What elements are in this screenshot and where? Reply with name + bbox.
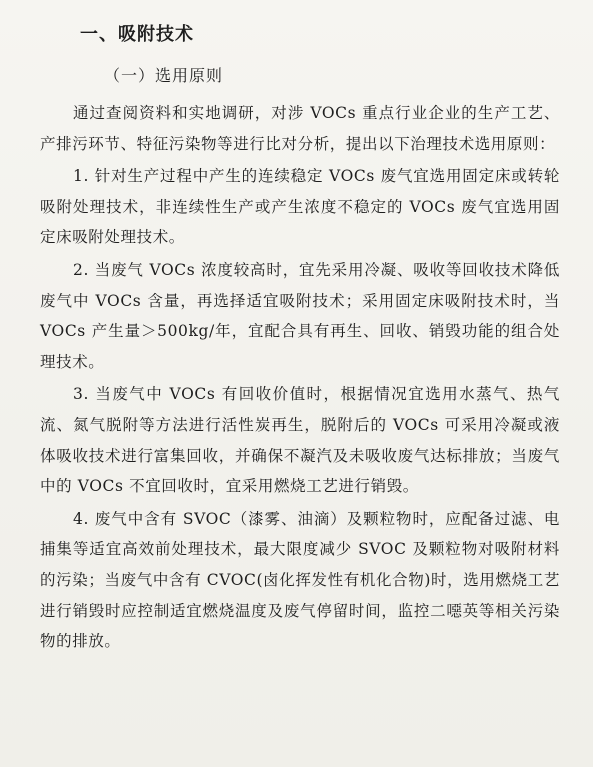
paragraph-item-3: 3. 当废气中 VOCs 有回收价值时，根据情况宜选用水蒸气、热气流、氮气脱附等方法进行活性炭再生，脱附后的 VOCs 可采用冷凝或液体吸收技术进行富集回收，并确保不凝汽及未吸收废气达标排放；当废气中的 VOCs 不宜回收时，宜采用燃烧工艺进行销毁。 <box>40 385 560 496</box>
paragraph-intro: 通过查阅资料和实地调研，对涉 VOCs 重点行业企业的生产工艺、产排污环节、特征污染物等进行比对分析，提出以下治理技术选用原则： <box>40 104 560 153</box>
subsection-title: （一）选用原则 <box>104 66 224 85</box>
paragraph-item-2: 2. 当废气 VOCs 浓度较高时，宜先采用冷凝、吸收等回收技术降低废气中 VOCs 含量，再选择适宜吸附技术；采用固定床吸附技术时，当 VOCs 产生量＞500kg/年，宜配合具有再生、回收、销毁功能的组合处理技术。 <box>40 260 560 371</box>
paragraph-item-1: 1. 针对生产过程中产生的连续稳定 VOCs 废气宜选用固定床或转轮吸附处理技术，非连续性生产或产生浓度不稳定的 VOCs 废气宜选用固定床吸附处理技术。 <box>40 167 560 247</box>
paragraph-item-4: 4. 废气中含有 SVOC（漆雾、油滴）及颗粒物时，应配备过滤、电捕集等适宜高效前处理技术，最大限度减少 SVOC 及颗粒物对吸附材料的污染；当废气中含有 CVOC(卤化挥发性有机化合物)时，选用燃烧工艺进行销毁时应控制适宜燃烧温度及废气停留时间，监控二噁英等相关污染物的排放。 <box>40 509 560 651</box>
section-title: 一、吸附技术 <box>80 24 194 45</box>
document-body <box>40 98 560 659</box>
